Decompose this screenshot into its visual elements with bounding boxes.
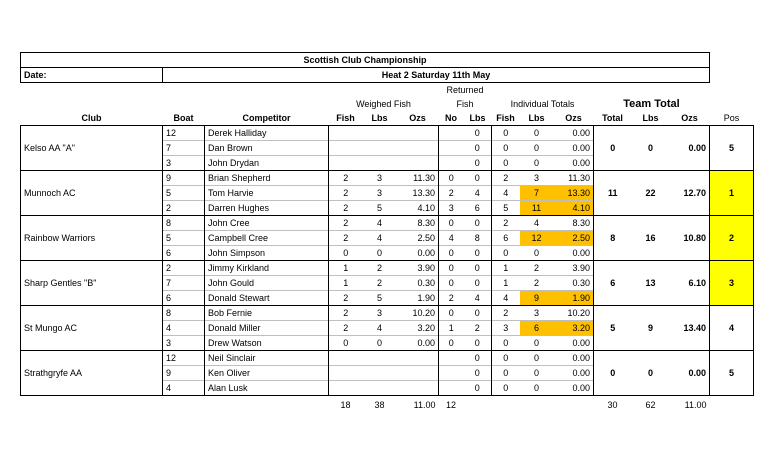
returned-header-top: Returned — [446, 85, 484, 95]
individual-fish: 0 — [492, 381, 520, 396]
weighed-lbs: 5 — [363, 201, 397, 216]
col-team-lbs: Lbs — [642, 113, 659, 123]
individual-fish: 0 — [492, 366, 520, 381]
returned-lbs: 2 — [464, 321, 492, 336]
position-badge: 5 — [710, 351, 754, 396]
weighed-ozs: 0.00 — [397, 246, 439, 261]
individual-lbs: 0 — [520, 351, 554, 366]
weighed-lbs: 4 — [363, 321, 397, 336]
returned-lbs: 6 — [464, 201, 492, 216]
weighed-fish: 2 — [329, 306, 363, 321]
col-lbs: Lbs — [371, 113, 388, 123]
individual-ozs: 4.10 — [554, 201, 594, 216]
returned-no: 2 — [439, 186, 464, 201]
weighed-ozs: 2.50 — [397, 231, 439, 246]
returned-no: 0 — [439, 246, 464, 261]
col-ozs: Ozs — [409, 113, 426, 123]
team-total-ozs: 10.80 — [670, 216, 710, 261]
returned-lbs: 0 — [464, 126, 492, 141]
competitor-name: John Simpson — [205, 246, 329, 261]
weighed-lbs: 3 — [363, 186, 397, 201]
competitor-row — [21, 351, 754, 366]
boat-number: 2 — [163, 201, 205, 216]
competitor-row — [21, 171, 754, 186]
totals-spacer — [21, 396, 163, 415]
individual-lbs: 7 — [520, 186, 554, 201]
individual-ozs: 0.00 — [554, 381, 594, 396]
individual-fish: 0 — [492, 141, 520, 156]
individual-lbs: 2 — [520, 276, 554, 291]
club-name: Kelso AA "A" — [21, 126, 163, 171]
competitor-name: Brian Shepherd — [205, 171, 329, 186]
returned-no: 4 — [439, 231, 464, 246]
competitor-name: Tom Harvie — [205, 186, 329, 201]
returned-lbs: 0 — [464, 336, 492, 351]
sheet-title: Scottish Club Championship — [21, 53, 710, 68]
weighed-fish: 1 — [329, 261, 363, 276]
team-total-ozs: 6.10 — [670, 261, 710, 306]
grand-total-fish: 18 — [340, 400, 351, 410]
weighed-lbs: 2 — [363, 276, 397, 291]
individual-lbs: 0 — [520, 156, 554, 171]
weighed-ozs — [397, 156, 439, 171]
individual-lbs: 11 — [520, 201, 554, 216]
col-club: Club — [81, 113, 102, 123]
team-total-lbs: 9 — [632, 306, 670, 351]
individual-fish: 2 — [492, 216, 520, 231]
individual-ozs: 3.90 — [554, 261, 594, 276]
weighed-fish: 1 — [329, 276, 363, 291]
team-total-lbs: 22 — [632, 171, 670, 216]
competitor-name: Alan Lusk — [205, 381, 329, 396]
weighed-ozs: 13.30 — [397, 186, 439, 201]
weighed-lbs: 3 — [363, 306, 397, 321]
individual-ozs: 0.30 — [554, 276, 594, 291]
weighed-fish — [329, 381, 363, 396]
weighed-ozs — [397, 381, 439, 396]
competitor-name: Bob Fernie — [205, 306, 329, 321]
individual-ozs: 0.00 — [554, 351, 594, 366]
returned-no: 1 — [439, 321, 464, 336]
competitor-row — [21, 306, 754, 321]
club-name: St Mungo AC — [21, 306, 163, 351]
totals-spacer — [464, 396, 492, 415]
individual-lbs: 0 — [520, 366, 554, 381]
individual-fish: 0 — [492, 351, 520, 366]
team-total-ozs: 12.70 — [670, 171, 710, 216]
col-ind-fish: Fish — [496, 113, 515, 123]
col-competitor: Competitor — [242, 113, 291, 123]
individual-ozs: 8.30 — [554, 216, 594, 231]
col-team-total: Total — [602, 113, 623, 123]
returned-lbs: 0 — [464, 381, 492, 396]
returned-header-bottom: Fish — [456, 99, 474, 109]
weighed-fish — [329, 351, 363, 366]
competitor-name: John Gould — [205, 276, 329, 291]
weighed-fish — [329, 141, 363, 156]
returned-lbs: 0 — [464, 351, 492, 366]
results-sheet — [20, 52, 754, 414]
boat-number: 4 — [163, 321, 205, 336]
returned-no: 0 — [439, 171, 464, 186]
weighed-ozs: 11.30 — [397, 171, 439, 186]
col-returned-lbs: Lbs — [469, 113, 486, 123]
team-total-ozs: 0.00 — [670, 351, 710, 396]
competitor-row — [21, 216, 754, 231]
col-ind-ozs: Ozs — [565, 113, 582, 123]
weighed-fish: 2 — [329, 171, 363, 186]
returned-lbs: 0 — [464, 276, 492, 291]
totals-spacer — [710, 396, 754, 415]
individual-ozs: 0.00 — [554, 336, 594, 351]
team-total-ozs: 0.00 — [670, 126, 710, 171]
date-label: Date: — [21, 68, 163, 83]
returned-lbs: 0 — [464, 366, 492, 381]
weighed-lbs — [363, 141, 397, 156]
returned-lbs: 4 — [464, 291, 492, 306]
returned-no: 0 — [439, 261, 464, 276]
weighed-ozs: 3.20 — [397, 321, 439, 336]
individual-ozs: 13.30 — [554, 186, 594, 201]
returned-no: 2 — [439, 291, 464, 306]
position-badge: 3 — [710, 261, 754, 306]
grand-total-ozs: 11.00 — [413, 400, 436, 410]
individual-lbs: 2 — [520, 261, 554, 276]
team-total-lbs: 0 — [632, 126, 670, 171]
grand-team-total: 30 — [607, 400, 618, 410]
returned-no — [439, 366, 464, 381]
col-returned-no: No — [445, 113, 457, 123]
team-total-header: Team Total — [623, 98, 680, 110]
returned-no: 3 — [439, 201, 464, 216]
weighed-lbs — [363, 366, 397, 381]
weighed-ozs — [397, 351, 439, 366]
individual-fish: 2 — [492, 171, 520, 186]
col-fish: Fish — [336, 113, 355, 123]
competitor-name: Neil Sinclair — [205, 351, 329, 366]
boat-number: 3 — [163, 156, 205, 171]
weighed-fish: 0 — [329, 246, 363, 261]
returned-no: 0 — [439, 216, 464, 231]
returned-no — [439, 126, 464, 141]
individual-fish: 4 — [492, 291, 520, 306]
individual-ozs: 0.00 — [554, 366, 594, 381]
competitor-name: Drew Watson — [205, 336, 329, 351]
individual-ozs: 10.20 — [554, 306, 594, 321]
club-name: Munnoch AC — [21, 171, 163, 216]
competitor-name: Derek Halliday — [205, 126, 329, 141]
weighed-ozs — [397, 126, 439, 141]
competitor-name: Ken Oliver — [205, 366, 329, 381]
weighed-lbs: 3 — [363, 171, 397, 186]
weighed-fish — [329, 126, 363, 141]
boat-number: 8 — [163, 216, 205, 231]
weighed-fish: 2 — [329, 216, 363, 231]
weighed-fish: 2 — [329, 231, 363, 246]
boat-number: 12 — [163, 126, 205, 141]
competitor-name: John Cree — [205, 216, 329, 231]
weighed-fish: 0 — [329, 336, 363, 351]
totals-spacer — [492, 396, 520, 415]
team-total-fish: 11 — [594, 171, 632, 216]
weighed-lbs: 0 — [363, 336, 397, 351]
competitor-row — [21, 126, 754, 141]
competitor-name: Dan Brown — [205, 141, 329, 156]
individual-lbs: 0 — [520, 336, 554, 351]
team-total-fish: 5 — [594, 306, 632, 351]
boat-number: 6 — [163, 246, 205, 261]
individual-ozs: 0.00 — [554, 156, 594, 171]
totals-row — [21, 396, 754, 415]
individual-lbs: 0 — [520, 141, 554, 156]
weighed-ozs: 10.20 — [397, 306, 439, 321]
weighed-lbs: 4 — [363, 216, 397, 231]
individual-fish: 4 — [492, 186, 520, 201]
totals-spacer — [520, 396, 554, 415]
returned-no — [439, 141, 464, 156]
weighed-fish: 2 — [329, 291, 363, 306]
grand-team-lbs: 62 — [645, 400, 656, 410]
returned-lbs: 0 — [464, 156, 492, 171]
individual-lbs: 9 — [520, 291, 554, 306]
weighed-fish — [329, 366, 363, 381]
individual-ozs: 3.20 — [554, 321, 594, 336]
individual-ozs: 1.90 — [554, 291, 594, 306]
position-badge: 5 — [710, 126, 754, 171]
totals-spacer — [554, 396, 594, 415]
grand-team-ozs: 11.00 — [684, 400, 707, 410]
grand-total-lbs: 38 — [374, 400, 385, 410]
individual-lbs: 12 — [520, 231, 554, 246]
team-total-lbs: 16 — [632, 216, 670, 261]
boat-number: 7 — [163, 141, 205, 156]
individual-fish: 0 — [492, 246, 520, 261]
weighed-fish: 2 — [329, 201, 363, 216]
individual-ozs: 0.00 — [554, 141, 594, 156]
weighed-ozs — [397, 141, 439, 156]
returned-lbs: 0 — [464, 171, 492, 186]
competitor-name: Donald Miller — [205, 321, 329, 336]
weighed-ozs: 0.00 — [397, 336, 439, 351]
boat-number: 9 — [163, 171, 205, 186]
team-total-lbs: 13 — [632, 261, 670, 306]
col-team-ozs: Ozs — [681, 113, 698, 123]
returned-no — [439, 351, 464, 366]
heat-label: Heat 2 Saturday 11th May — [163, 68, 710, 83]
individual-fish: 0 — [492, 156, 520, 171]
returned-no — [439, 156, 464, 171]
competitor-name: John Drydan — [205, 156, 329, 171]
individual-lbs: 3 — [520, 306, 554, 321]
individual-ozs: 0.00 — [554, 246, 594, 261]
returned-no: 0 — [439, 306, 464, 321]
individual-fish: 0 — [492, 126, 520, 141]
team-total-fish: 0 — [594, 351, 632, 396]
weighed-lbs — [363, 381, 397, 396]
weighed-ozs — [397, 366, 439, 381]
individual-ozs: 11.30 — [554, 171, 594, 186]
competitor-name: Jimmy Kirkland — [205, 261, 329, 276]
weighed-fish — [329, 156, 363, 171]
returned-lbs: 0 — [464, 306, 492, 321]
col-boat: Boat — [173, 113, 194, 123]
position-badge: 2 — [710, 216, 754, 261]
weighed-lbs — [363, 156, 397, 171]
boat-number: 3 — [163, 336, 205, 351]
returned-lbs: 0 — [464, 141, 492, 156]
col-pos: Pos — [723, 113, 740, 123]
team-total-fish: 0 — [594, 126, 632, 171]
individual-fish: 6 — [492, 231, 520, 246]
weighed-ozs: 8.30 — [397, 216, 439, 231]
team-total-fish: 8 — [594, 216, 632, 261]
individual-lbs: 0 — [520, 381, 554, 396]
weighed-lbs: 4 — [363, 231, 397, 246]
returned-no — [439, 381, 464, 396]
position-badge: 1 — [710, 171, 754, 216]
weighed-lbs — [363, 351, 397, 366]
boat-number: 5 — [163, 231, 205, 246]
totals-spacer — [205, 396, 329, 415]
grand-total-returned: 12 — [445, 400, 456, 410]
club-name: Sharp Gentles "B" — [21, 261, 163, 306]
returned-lbs: 0 — [464, 261, 492, 276]
individual-fish: 3 — [492, 321, 520, 336]
returned-no: 0 — [439, 276, 464, 291]
weighed-ozs: 0.30 — [397, 276, 439, 291]
individual-lbs: 0 — [520, 246, 554, 261]
individual-totals-header: Individual Totals — [510, 99, 575, 109]
weighed-ozs: 3.90 — [397, 261, 439, 276]
boat-number: 8 — [163, 306, 205, 321]
weighed-fish-header: Weighed Fish — [356, 99, 411, 109]
position-badge: 4 — [710, 306, 754, 351]
competitor-name: Campbell Cree — [205, 231, 329, 246]
totals-spacer — [163, 396, 205, 415]
competitor-name: Donald Stewart — [205, 291, 329, 306]
weighed-ozs: 4.10 — [397, 201, 439, 216]
weighed-lbs: 5 — [363, 291, 397, 306]
individual-lbs: 3 — [520, 171, 554, 186]
returned-lbs: 0 — [464, 216, 492, 231]
weighed-ozs: 1.90 — [397, 291, 439, 306]
individual-fish: 2 — [492, 306, 520, 321]
boat-number: 5 — [163, 186, 205, 201]
competitor-row — [21, 261, 754, 276]
weighed-lbs: 0 — [363, 246, 397, 261]
team-total-fish: 6 — [594, 261, 632, 306]
individual-lbs: 4 — [520, 216, 554, 231]
weighed-lbs — [363, 126, 397, 141]
individual-lbs: 6 — [520, 321, 554, 336]
returned-lbs: 8 — [464, 231, 492, 246]
weighed-fish: 2 — [329, 186, 363, 201]
boat-number: 9 — [163, 366, 205, 381]
club-name: Strathgryfe AA — [21, 351, 163, 396]
boat-number: 4 — [163, 381, 205, 396]
individual-lbs: 0 — [520, 126, 554, 141]
individual-ozs: 2.50 — [554, 231, 594, 246]
individual-ozs: 0.00 — [554, 126, 594, 141]
boat-number: 6 — [163, 291, 205, 306]
returned-lbs: 4 — [464, 186, 492, 201]
competitor-name: Darren Hughes — [205, 201, 329, 216]
team-total-ozs: 13.40 — [670, 306, 710, 351]
boat-number: 7 — [163, 276, 205, 291]
boat-number: 2 — [163, 261, 205, 276]
col-ind-lbs: Lbs — [528, 113, 545, 123]
club-name: Rainbow Warriors — [21, 216, 163, 261]
individual-fish: 0 — [492, 336, 520, 351]
weighed-lbs: 2 — [363, 261, 397, 276]
weighed-fish: 2 — [329, 321, 363, 336]
individual-fish: 1 — [492, 261, 520, 276]
individual-fish: 1 — [492, 276, 520, 291]
returned-no: 0 — [439, 336, 464, 351]
individual-fish: 5 — [492, 201, 520, 216]
returned-lbs: 0 — [464, 246, 492, 261]
team-total-lbs: 0 — [632, 351, 670, 396]
boat-number: 12 — [163, 351, 205, 366]
